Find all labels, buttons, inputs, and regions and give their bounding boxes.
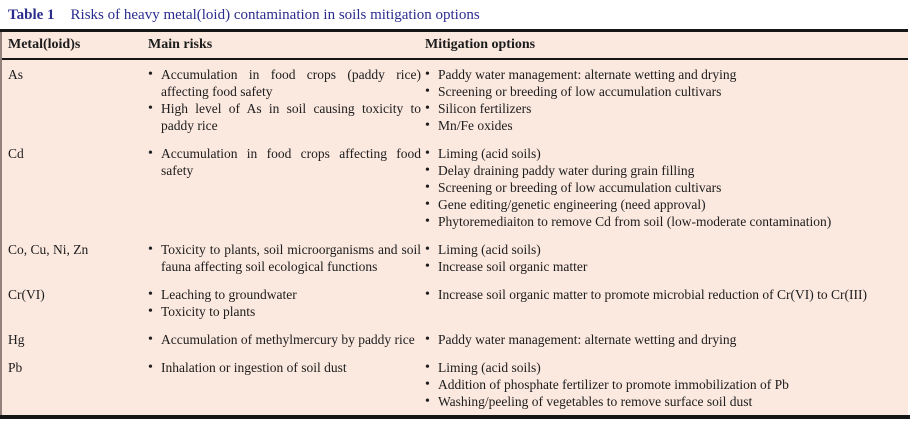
header-mitigation: Mitigation options: [425, 32, 908, 59]
risk-item: • High level of As in soil causing toxicity to paddy rice: [148, 100, 421, 134]
mitigation-item: • Paddy water management: alternate wetting and drying: [425, 66, 904, 83]
mitigation-item: • Washing/peeling of vegetables to remove surface soil dust: [425, 393, 904, 410]
mitigation-list: [425, 145, 904, 230]
table-row: [2, 353, 908, 415]
mitigation-item: • Liming (acid soils): [425, 359, 904, 376]
metal-label: As: [8, 67, 24, 82]
mitigation-item: • Liming (acid soils): [425, 241, 904, 258]
table-row: [2, 325, 908, 353]
mitigation-item: • Increase soil organic matter: [425, 258, 904, 275]
mitigation-list: [425, 66, 904, 134]
header-row: [2, 32, 908, 59]
risks-list: [148, 331, 421, 348]
mitigation-list: [425, 331, 904, 348]
risks-list: [148, 241, 421, 275]
table-area: [0, 32, 908, 415]
risk-item: • Toxicity to plants, soil microorganisms and soil fauna affecting soil ecological functions: [148, 241, 421, 275]
table-row: [2, 235, 908, 280]
mitigation-list: [425, 241, 904, 275]
table-row: [2, 139, 908, 235]
risk-item: • Accumulation in food crops affecting food safety: [148, 145, 421, 179]
risks-list: [148, 286, 421, 320]
mitigation-item: • Silicon fertilizers: [425, 100, 904, 117]
risk-item: • Accumulation of methylmercury by paddy rice: [148, 331, 421, 348]
table-title-text: Risks of heavy metal(loid) contamination in soils mitigation options: [70, 7, 480, 23]
mitigation-item: • Addition of phosphate fertilizer to promote immobilization of Pb: [425, 376, 904, 393]
table-number-label: Table 1: [8, 7, 55, 23]
header-metal: Metal(loid)s: [2, 32, 148, 59]
metal-label: Pb: [8, 360, 23, 375]
mitigation-item: • Paddy water management: alternate wetting and drying: [425, 331, 904, 348]
metal-label: Hg: [8, 332, 25, 347]
risks-list: [148, 359, 421, 376]
header-risks: Main risks: [148, 32, 425, 59]
risk-item: • Leaching to groundwater: [148, 286, 421, 303]
metal-label: Cd: [8, 146, 24, 161]
metal-label: Co, Cu, Ni, Zn: [8, 242, 89, 257]
risks-list: [148, 66, 421, 134]
mitigation-item: • Liming (acid soils): [425, 145, 904, 162]
mitigation-item: • Increase soil organic matter to promote microbial reduction of Cr(VI) to Cr(III): [425, 286, 904, 303]
risk-item: • Inhalation or ingestion of soil dust: [148, 359, 421, 376]
mitigation-list: [425, 286, 904, 303]
table-caption: [0, 0, 924, 29]
risks-mitigation-table: [2, 32, 908, 415]
table-row: [2, 59, 908, 139]
risks-list: [148, 145, 421, 179]
mitigation-item: • Phytoremediaiton to remove Cd from soil (low-moderate contamination): [425, 213, 904, 230]
bottom-rule: [0, 415, 910, 419]
mitigation-item: • Delay draining paddy water during grain filling: [425, 162, 904, 179]
mitigation-item: • Mn/Fe oxides: [425, 117, 904, 134]
metal-label: Cr(VI): [8, 287, 45, 302]
mitigation-item: • Screening or breeding of low accumulation cultivars: [425, 179, 904, 196]
mitigation-list: [425, 359, 904, 410]
risk-item: • Accumulation in food crops (paddy rice) affecting food safety: [148, 66, 421, 100]
mitigation-item: • Gene editing/genetic engineering (need approval): [425, 196, 904, 213]
mitigation-item: • Screening or breeding of low accumulation cultivars: [425, 83, 904, 100]
risk-item: • Toxicity to plants: [148, 303, 421, 320]
table-row: [2, 280, 908, 325]
